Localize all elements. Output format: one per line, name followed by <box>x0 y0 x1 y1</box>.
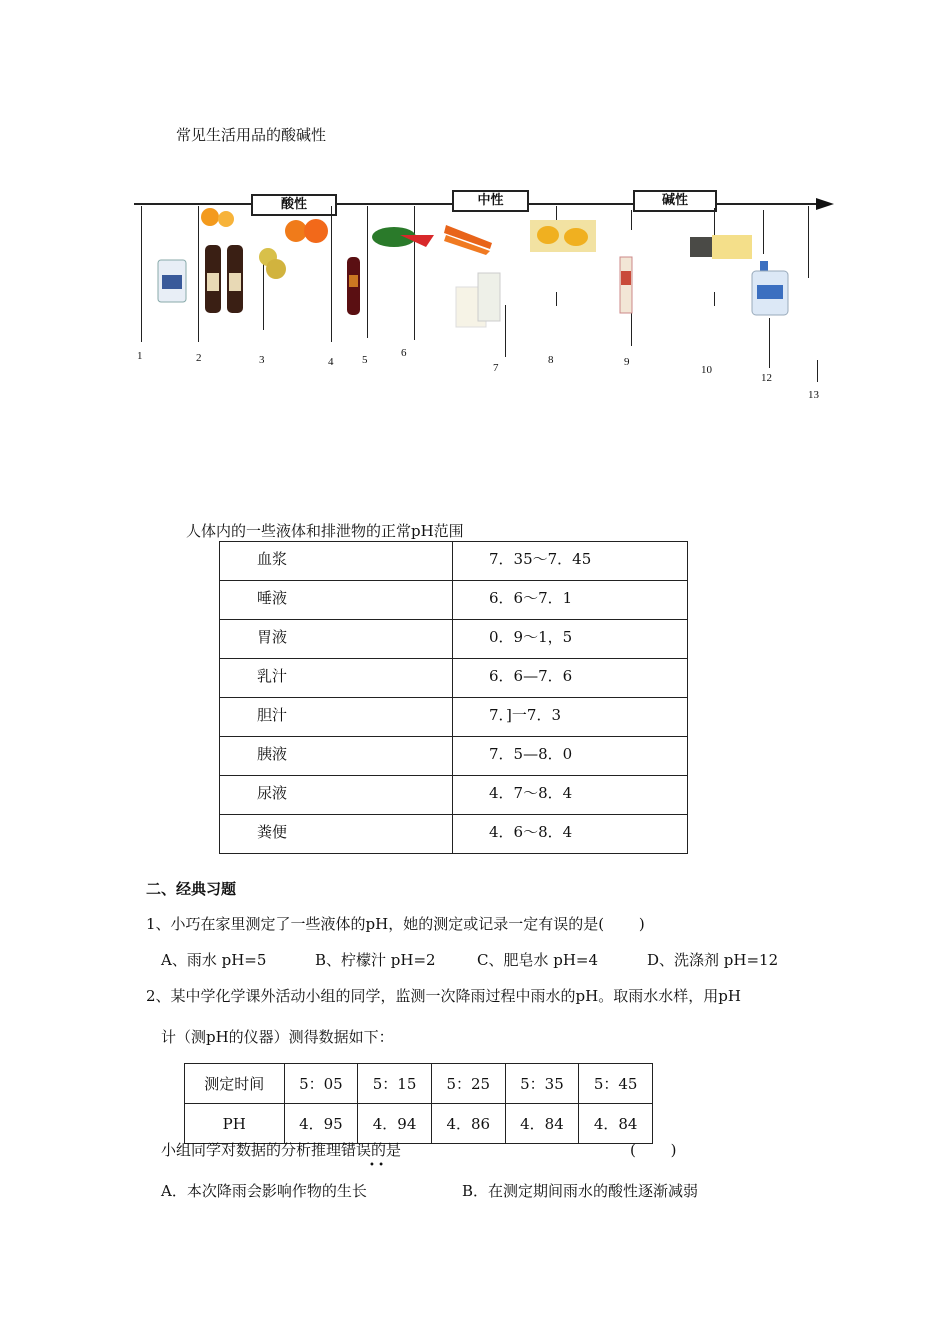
rain-table-ph-value: 4．95 <box>284 1104 358 1144</box>
soap-icon <box>690 235 752 259</box>
tick-1 <box>141 206 142 342</box>
q2-option-b: B．在测定期间雨水的酸性逐渐减弱 <box>462 1182 699 1200</box>
eggs-icon <box>530 220 596 252</box>
ph-table-row <box>220 659 688 698</box>
ph-table-name-cell <box>220 815 453 854</box>
scale-number-7: 7 <box>493 362 499 374</box>
ph-table-name-cell <box>220 581 453 620</box>
ph-table-range-cell <box>453 659 688 698</box>
ph-table-row <box>220 737 688 776</box>
rain-table-value-row <box>185 1104 653 1144</box>
ph-table-name-cell <box>220 620 453 659</box>
ph-range-table <box>219 541 688 854</box>
rain-table-header-row <box>185 1064 653 1104</box>
ph-range-value: 7．35～7．45 <box>489 550 592 568</box>
rain-table-time: 5：05 <box>284 1064 358 1104</box>
fruit-icon <box>259 219 328 279</box>
ph-range-value: 7．5—8．0 <box>489 745 573 763</box>
rain-table-ph-value: 4．84 <box>505 1104 579 1144</box>
ph-table-row <box>220 542 688 581</box>
ph-scale-diagram <box>0 0 950 420</box>
scale-number-2: 2 <box>196 352 202 364</box>
scale-number-3: 3 <box>259 354 265 366</box>
scale-number-13: 13 <box>808 389 819 401</box>
rain-table-ph-value: 4．84 <box>579 1104 653 1144</box>
acid-label: 酸性 <box>251 194 337 216</box>
scale-number-10: 10 <box>701 364 712 376</box>
scale-number-6: 6 <box>401 347 407 359</box>
vinegar-bottles-icon <box>201 208 243 313</box>
ph-table-row <box>220 776 688 815</box>
scale-number-12: 12 <box>761 372 772 384</box>
scale-number-9: 9 <box>624 356 630 368</box>
soda-bottle-icon <box>347 257 360 315</box>
question-2-line-3: 小组同学对数据的分析推理错误的是 <box>161 1141 402 1159</box>
scale-number-1: 1 <box>137 350 143 362</box>
ph-table-range-cell <box>453 776 688 815</box>
base-label: 碱性 <box>633 190 717 212</box>
ph-table-range-cell <box>453 698 688 737</box>
scale-number-4: 4 <box>328 356 334 368</box>
q1-option-c: C、肥皂水 pH=4 <box>477 951 599 969</box>
ph-range-value: 6．6～7．1 <box>489 589 573 607</box>
rain-table-header-label: 测定时间 <box>185 1064 285 1104</box>
question-2-line-1: 2、某中学化学课外活动小组的同学，监测一次降雨过程中雨水的pH。取雨水水样，用pH <box>146 987 741 1005</box>
rain-table-ph-value: 4．94 <box>358 1104 432 1144</box>
watermelon-icon <box>372 227 434 247</box>
rain-table-time: 5：45 <box>579 1064 653 1104</box>
q1-option-d: D、洗涤剂 pH=12 <box>647 951 779 969</box>
ph-table-row <box>220 581 688 620</box>
ph-range-value: 0．9～1，5 <box>489 628 573 646</box>
ph-table-name-cell <box>220 659 453 698</box>
ph-range-value: 4．6～8．4 <box>489 823 573 841</box>
fluid-name: 胰液 <box>257 745 288 763</box>
tick-13 <box>817 360 818 382</box>
ph-table-row <box>220 698 688 737</box>
ph-table-range-cell <box>453 542 688 581</box>
fluid-name: 尿液 <box>257 784 288 802</box>
product-images <box>150 205 830 335</box>
scale-number-8: 8 <box>548 354 554 366</box>
section-heading: 二、经典习题 <box>146 880 237 898</box>
toothpaste-icon <box>620 257 632 313</box>
ph-table-range-cell <box>453 737 688 776</box>
fluid-name: 乳汁 <box>257 667 288 685</box>
ph-range-value: 7．]一7．3 <box>489 706 561 724</box>
ph-table-row <box>220 815 688 854</box>
fluid-name: 血浆 <box>257 550 288 568</box>
fluid-name: 唾液 <box>257 589 288 607</box>
rain-ph-table <box>184 1063 653 1144</box>
q1-option-b: B、柠檬汁 pH=2 <box>315 951 436 969</box>
ph-table-range-cell <box>453 581 688 620</box>
rain-table-time: 5：15 <box>358 1064 432 1104</box>
ph-table-name-cell <box>220 698 453 737</box>
ph-table-range-cell <box>453 620 688 659</box>
ph-table-caption: 人体内的一些液体和排泄物的正常pH范围 <box>186 522 464 540</box>
question-2-line-2: 计（测pH的仪器）测得数据如下： <box>161 1028 394 1046</box>
ph-table-range-cell <box>453 815 688 854</box>
scale-number-5: 5 <box>362 354 368 366</box>
fluid-name: 胆汁 <box>257 706 288 724</box>
ph-range-value: 4．7～8．4 <box>489 784 573 802</box>
q2-option-a: A．本次降雨会影响作物的生长 <box>161 1182 367 1200</box>
fluid-name: 粪便 <box>257 823 288 841</box>
acid-bottle-icon <box>158 260 186 302</box>
ph-range-value: 6．6—7．6 <box>489 667 573 685</box>
diagram-title: 常见生活用品的酸碱性 <box>176 126 327 144</box>
emphasis-dots: • • <box>369 1160 384 1171</box>
ph-table-row <box>220 620 688 659</box>
q1-option-a: A、雨水 pH=5 <box>161 951 267 969</box>
ph-table-name-cell <box>220 776 453 815</box>
rain-table-time: 5：25 <box>431 1064 505 1104</box>
carrots-milk-icon <box>444 225 500 327</box>
rain-table-row-label: PH <box>185 1104 285 1144</box>
spray-bottle-icon <box>752 261 788 315</box>
rain-table-time: 5：35 <box>505 1064 579 1104</box>
fluid-name: 胃液 <box>257 628 288 646</box>
answer-paren: ( ) <box>630 1141 677 1159</box>
rain-table-ph-value: 4．86 <box>431 1104 505 1144</box>
ph-table-name-cell <box>220 542 453 581</box>
question-1: 1、小巧在家里测定了一些液体的pH，她的测定或记录一定有误的是( ) <box>146 915 645 933</box>
neutral-label: 中性 <box>452 190 529 212</box>
ph-table-name-cell <box>220 737 453 776</box>
